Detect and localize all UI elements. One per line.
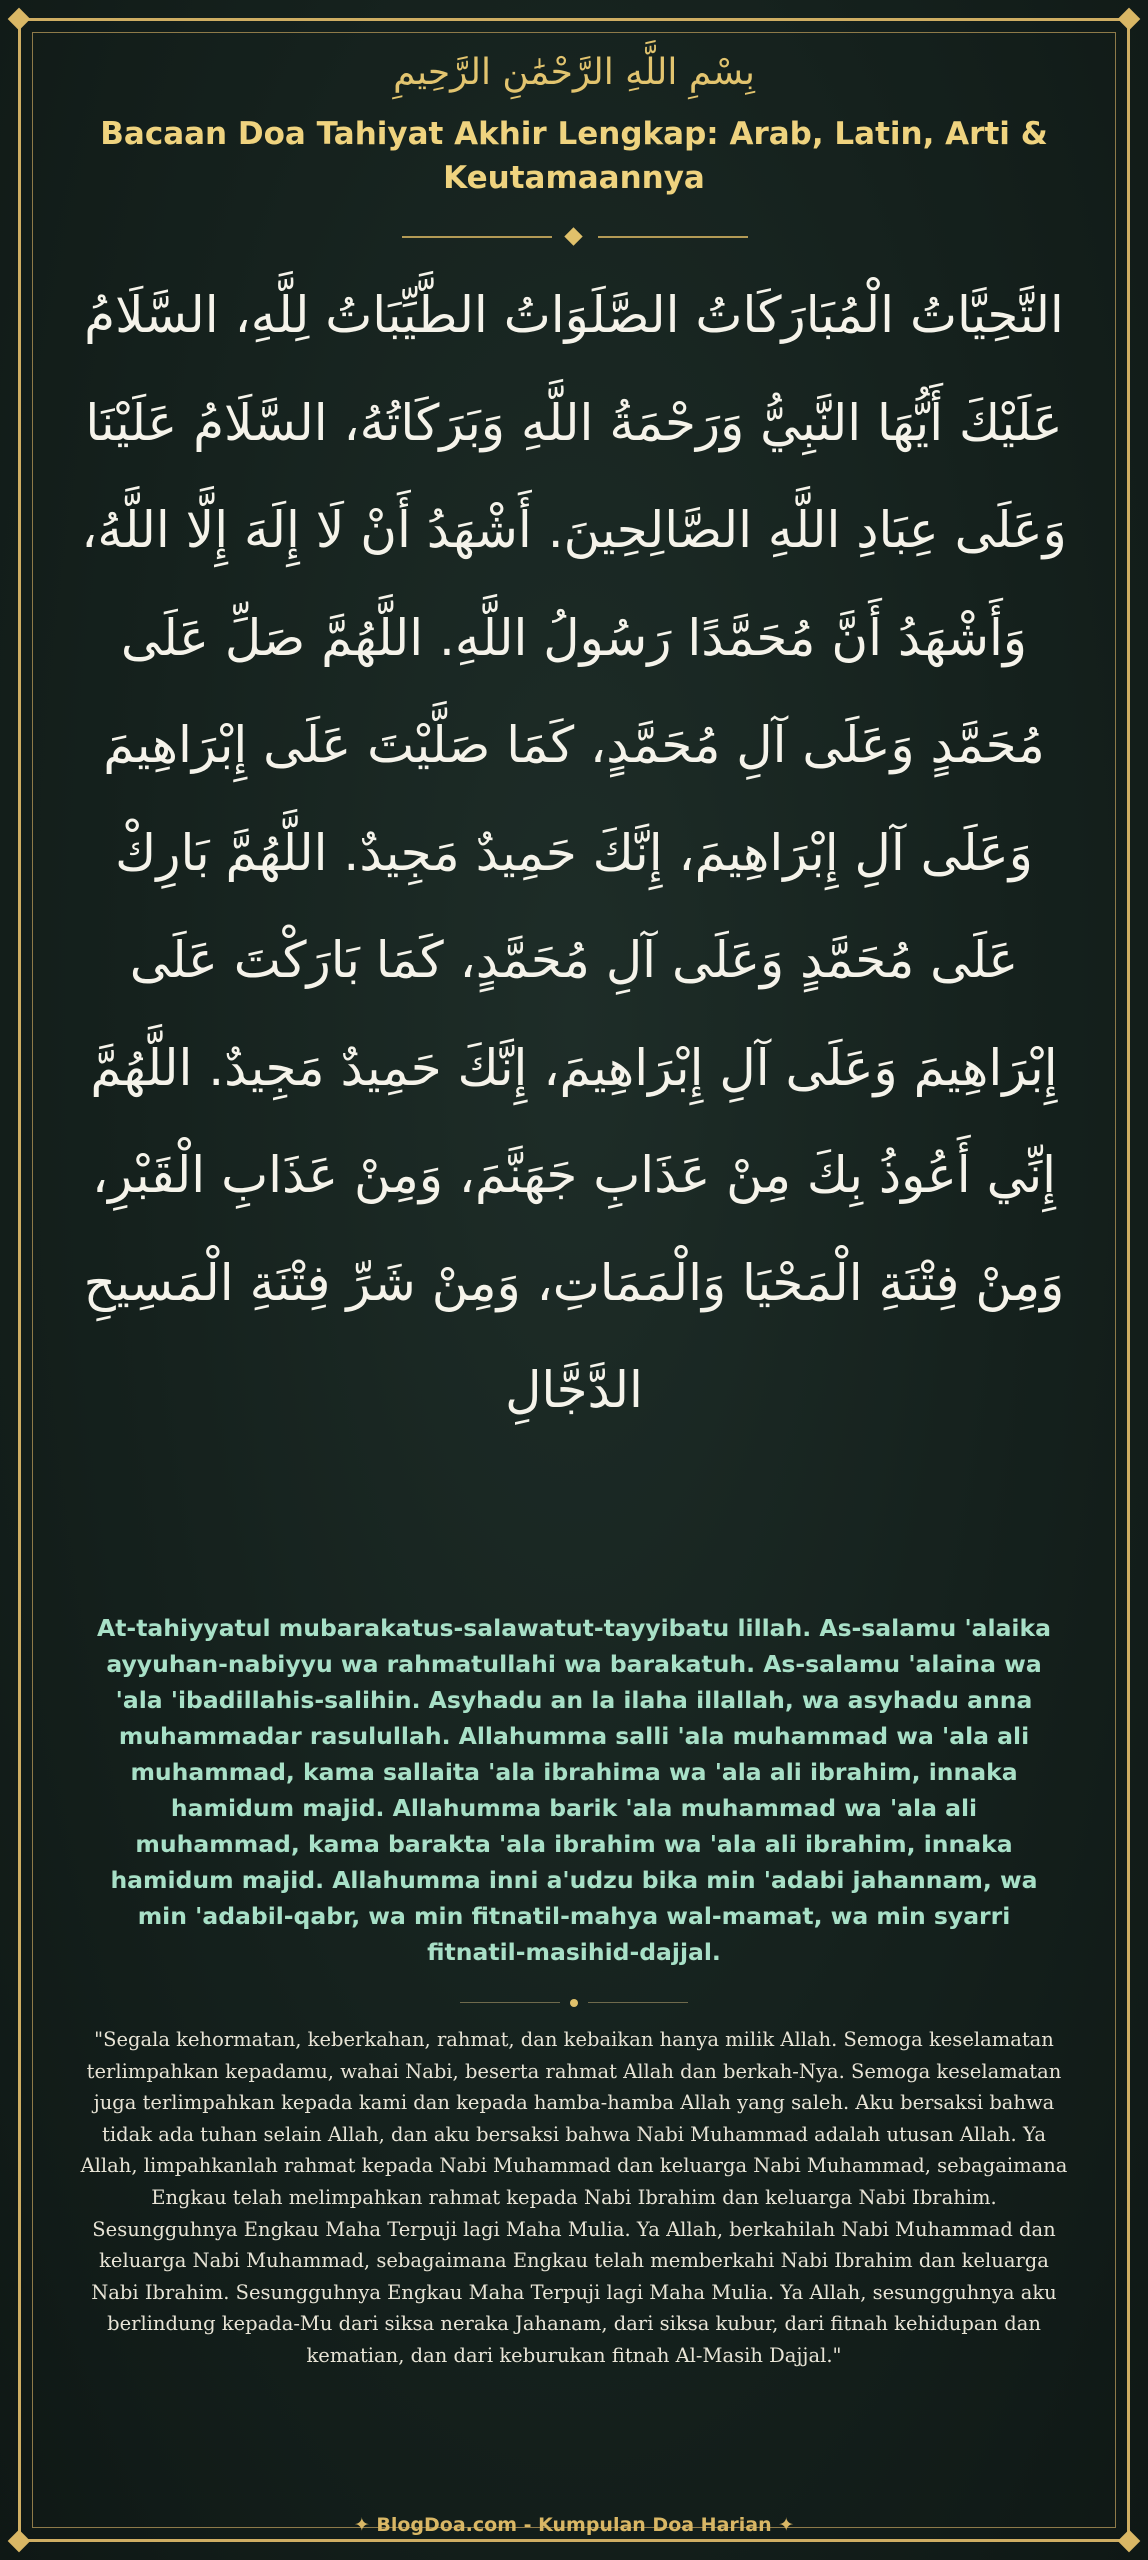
diamond-ornament-icon xyxy=(564,227,582,245)
footer-credit: ✦ BlogDoa.com - Kumpulan Doa Harian ✦ xyxy=(353,2514,795,2536)
title-divider xyxy=(0,227,1148,247)
latin-transliteration: At-tahiyyatul mubarakatus-salawatut-tayyibatu lillah. As-salamu 'alaika ayyuhan-nabiyyu wa rahmatullahi wa barakatuh. As-salamu 'alaina wa 'ala 'ibadillahis-salihin. Asyhadu an la ilaha illallah, wa asyhadu anna muhammadar rasulullah. Allahumma salli 'ala muhammad wa 'ala ali muhammad, kama sallaita 'ala ibrahima wa 'ala ali ibrahim, innaka hamidum majid. Allahumma barik 'ala muhammad wa 'ala ali muhammad, kama barakta 'ala ibrahim wa 'ala ali ibrahim, innaka hamidum majid. Allahumma inni a'udzu bika min 'adabi jahannam, wa min 'adabil-qabr, wa min fitnatil-mahya wal-mamat, wa min syarri fitnatil-masihid-dajjal. xyxy=(97,1614,1051,1966)
page-title: Bacaan Doa Tahiyat Akhir Lengkap: Arab, Latin, Arti & Keutamaannya xyxy=(100,116,1048,196)
dot-ornament-icon xyxy=(570,1999,578,2007)
section-divider xyxy=(0,1993,1148,2013)
arabic-prayer-text: التَّحِيَّاتُ الْمُبَارَكَاتُ الصَّلَوَاتُ الطَّيِّبَاتُ لِلَّهِ، السَّلَامُ عَلَيْكَ أَيُّهَا النَّبِيُّ وَرَحْمَةُ اللَّهِ وَبَرَكَاتُهُ، السَّلَامُ عَلَيْنَا وَعَلَى عِبَادِ اللَّهِ الصَّالِحِينَ. أَشْهَدُ أَنْ لَا إِلَهَ إِلَّا اللَّهُ، وَأَشْهَدُ أَنَّ مُحَمَّدًا رَسُولُ اللَّهِ. اللَّهُمَّ صَلِّ عَلَى مُحَمَّدٍ وَعَلَى آلِ مُحَمَّدٍ، كَمَا صَلَّيْتَ عَلَى إِبْرَاهِيمَ وَعَلَى آلِ إِبْرَاهِيمَ، إِنَّكَ حَمِيدٌ مَجِيدٌ. اللَّهُمَّ بَارِكْ عَلَى مُحَمَّدٍ وَعَلَى آلِ مُحَمَّدٍ، كَمَا بَارَكْتَ عَلَى إِبْرَاهِيمَ وَعَلَى آلِ إِبْرَاهِيمَ، إِنَّكَ حَمِيدٌ مَجِيدٌ. اللَّهُمَّ إِنِّي أَعُوذُ بِكَ مِنْ عَذَابِ جَهَنَّمَ، وَمِنْ عَذَابِ الْقَبْرِ، وَمِنْ فِتْنَةِ الْمَحْيَا وَالْمَمَاتِ، وَمِنْ شَرِّ فِتْنَةِ الْمَسِيحِ الدَّجَّالِ xyxy=(81,286,1067,1419)
indonesian-translation: "Segala kehormatan, keberkahan, rahmat, dan kebaikan hanya milik Allah. Semoga keselamatan terlimpahkan kepadamu, wahai Nabi, beserta rahmat Allah dan berkah-Nya. Semoga keselamatan juga terlimpahkan kepada kami dan kepada hamba-hamba Allah yang saleh. Aku bersaksi bahwa tidak ada tuhan selain Allah, dan aku bersaksi bahwa Nabi Muhammad adalah utusan Allah. Ya Allah, limpahkanlah rahmat kepada Nabi Muhammad dan keluarga Nabi Muhammad, sebagaimana Engkau telah melimpahkan rahmat kepada Nabi Ibrahim dan keluarga Nabi Ibrahim. Sesungguhnya Engkau Maha Terpuji lagi Maha Mulia. Ya Allah, berkahilah Nabi Muhammad dan keluarga Nabi Muhammad, sebagaimana Engkau telah memberkahi Nabi Ibrahim dan keluarga Nabi Ibrahim. Sesungguhnya Engkau Maha Terpuji lagi Maha Mulia. Ya Allah, sesungguhnya aku berlindung kepada-Mu dari siksa neraka Jahanam, dari siksa kubur, dari fitnah kehidupan dan kematian, dan dari keburukan fitnah Al-Masih Dajjal." xyxy=(80,2028,1068,2367)
bismillah-heading: بِسْمِ اللَّهِ الرَّحْمَٰنِ الرَّحِيمِ xyxy=(393,52,755,93)
